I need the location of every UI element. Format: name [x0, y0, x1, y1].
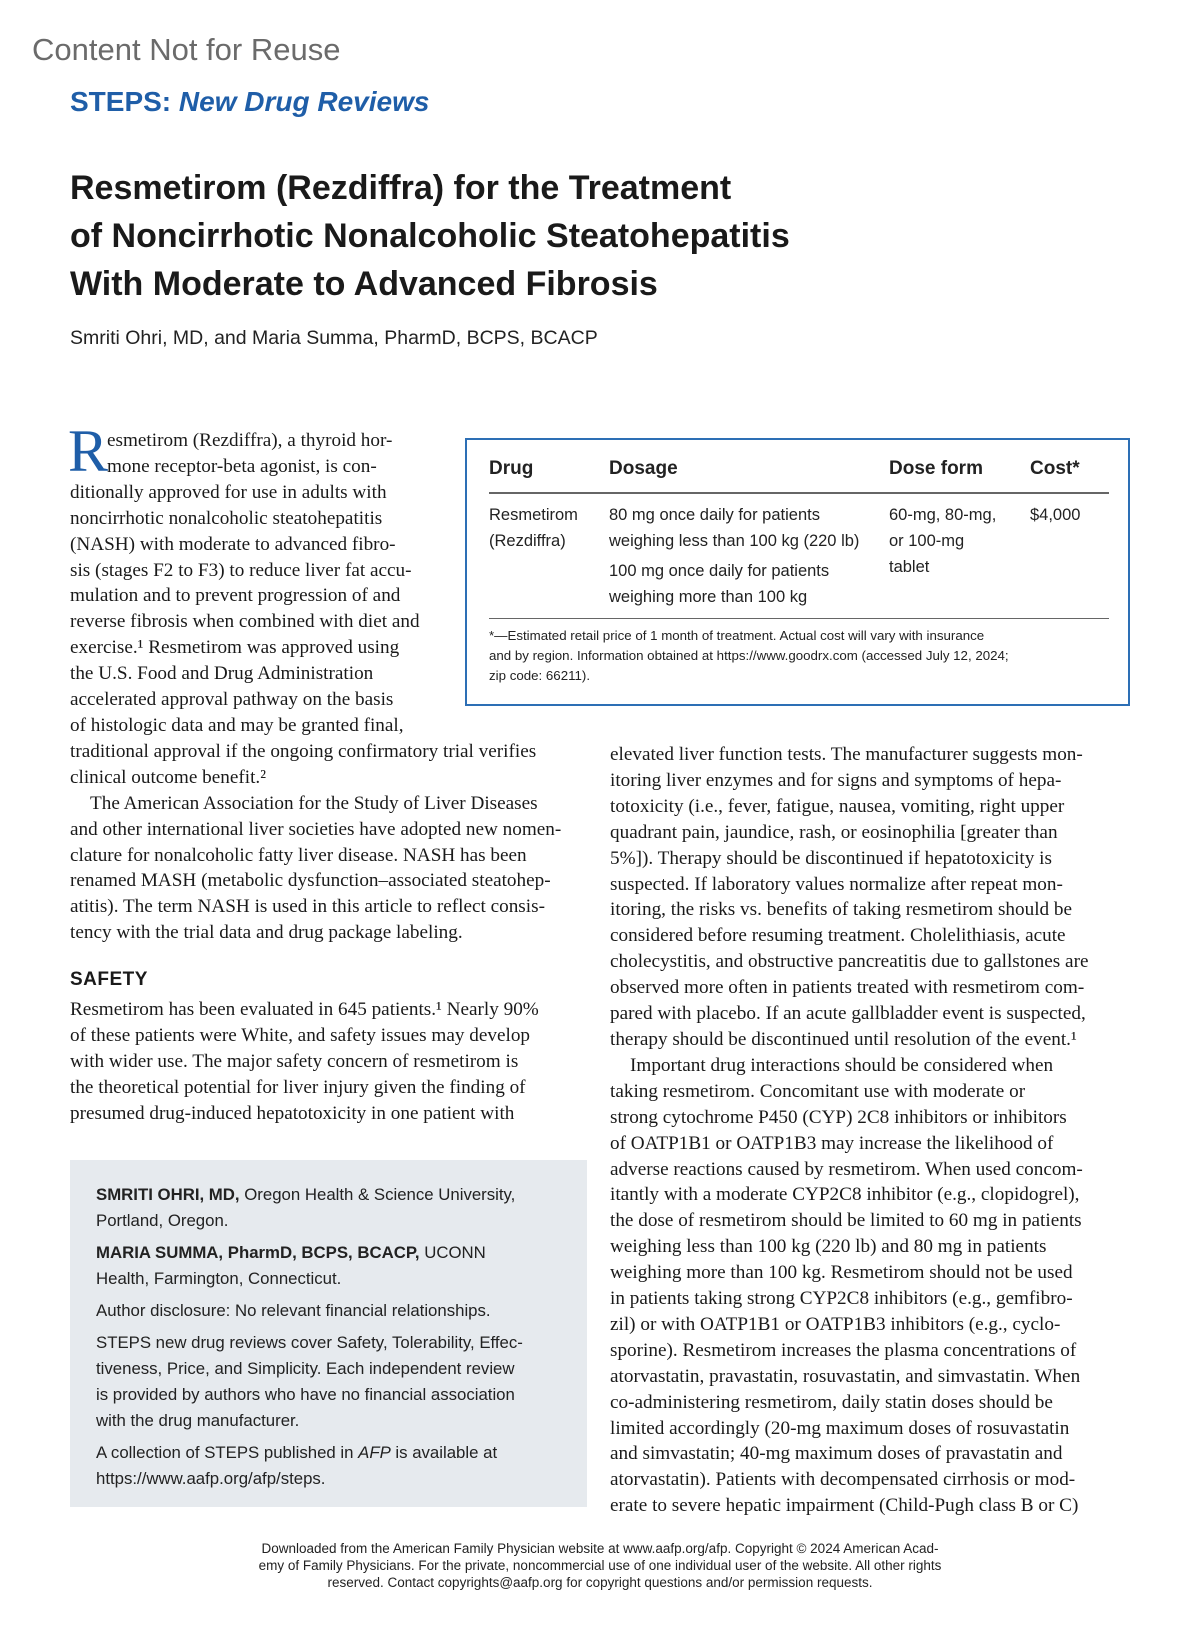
section-name: New Drug Reviews — [178, 86, 430, 117]
author-1-location: Portland, Oregon. — [96, 1211, 229, 1230]
text-line: presumed drug-induced hepatotoxicity in one patient with — [70, 1102, 515, 1124]
text-line: and other international liver societies have adopted new nomen- — [70, 818, 562, 840]
text-line: limited accordingly (20-mg maximum doses of rosuvastatin — [610, 1417, 1070, 1439]
text-line: The American Association for the Study of Liver Diseases — [90, 792, 538, 814]
footer-line: Downloaded from the American Family Physician website at www.aafp.org/afp. Copyright © 2024 American Acad- — [261, 1541, 939, 1556]
text-line: erate to severe hepatic impairment (Child-Pugh class B or C) — [610, 1495, 1079, 1517]
text-line: atitis). The term NASH is used in this article to reflect consis- — [70, 896, 545, 918]
steps-url-link[interactable]: https://www.aafp.org/afp/steps. — [96, 1469, 326, 1488]
text-line: considered before resuming treatment. Cholelithiasis, acute — [610, 925, 1066, 947]
text-line: clinical outcome benefit.² — [70, 766, 266, 788]
text-line: observed more often in patients treated with resmetirom com- — [610, 977, 1085, 999]
text-part: is available at — [390, 1443, 498, 1462]
text-line: in patients taking strong CYP2C8 inhibitors (e.g., gemfibro- — [610, 1288, 1073, 1310]
text-line: exercise.¹ Resmetirom was approved using — [70, 637, 400, 659]
table-footnote — [489, 626, 1114, 686]
text-line: cholecystitis, and obstructive pancreatitis due to gallstones are — [610, 951, 1089, 973]
title-line: Resmetirom (Rezdiffra) for the Treatment — [70, 169, 732, 207]
text-line: the dose of resmetirom should be limited to 60 mg in patients — [610, 1210, 1082, 1232]
text-line: zil) or with OATP1B1 or OATP1B3 inhibitors (e.g., cyclo- — [610, 1313, 1061, 1335]
text-line: tency with the trial data and drug package labeling. — [70, 922, 463, 944]
text-part: A collection of STEPS published in — [96, 1443, 359, 1462]
text-line: sporine). Resmetirom increases the plasma concentrations of — [610, 1339, 1077, 1361]
title-line: With Moderate to Advanced Fibrosis — [70, 265, 658, 303]
footnote-line: and by region. Information obtained at https://www.goodrx.com (accessed July 12, 2024; — [489, 648, 1009, 663]
text-line: STEPS new drug reviews cover Safety, Tolerability, Effec- — [96, 1333, 523, 1352]
text-line: suspected. If laboratory values normalize after repeat mon- — [610, 873, 1063, 895]
text-line: renamed MASH (metabolic dysfunction–associated steatohep- — [70, 870, 551, 892]
article-title — [70, 164, 970, 308]
text-line: (NASH) with moderate to advanced fibro- — [70, 533, 396, 555]
watermark-text: Content Not for Reuse — [32, 32, 341, 67]
text-line: co-administering resmetirom, daily statin doses should be — [610, 1391, 1053, 1413]
cell-line: or 100-mg — [889, 532, 965, 550]
text-line: with wider use. The major safety concern of resmetirom is — [70, 1050, 519, 1072]
text-line: weighing less than 100 kg (220 lb) and 80 mg in patients — [610, 1236, 1047, 1258]
text-line: the U.S. Food and Drug Administration — [70, 663, 374, 685]
text-line: tiveness, Price, and Simplicity. Each independent review — [96, 1359, 515, 1378]
safety-heading: SAFETY — [70, 969, 148, 990]
text-line: pared with placebo. If an acute gallbladder event is suspected, — [610, 1003, 1086, 1025]
safety-paragraph — [70, 997, 539, 1127]
cell-line: weighing less than 100 kg (220 lb) — [609, 532, 860, 550]
text-line: therapy should be discontinued until resolution of the event.¹ — [610, 1028, 1077, 1050]
text-line: itoring liver enzymes and for signs and symptoms of hepa- — [610, 769, 1062, 791]
author-2-affiliation: UCONN — [419, 1243, 486, 1262]
header-dose-form: Dose form — [889, 458, 983, 479]
text-line: clature for nonalcoholic fatty liver disease. NASH has been — [70, 844, 527, 866]
cell-line: 60-mg, 80-mg, — [889, 506, 997, 524]
text-line: strong cytochrome P450 (CYP) 2C8 inhibitors or inhibitors — [610, 1106, 1067, 1128]
text-line: noncirrhotic nonalcoholic steatohepatitis — [70, 507, 383, 529]
drug-summary-table — [465, 438, 1130, 706]
text-line: of histologic data and may be granted final, — [70, 714, 404, 736]
author-2-location: Health, Farmington, Connecticut. — [96, 1269, 342, 1288]
text-line: mulation and to prevent progression of and — [70, 585, 401, 607]
text-line: taking resmetirom. Concomitant use with moderate or — [610, 1080, 1026, 1102]
text-line: ditionally approved for use in adults with — [70, 481, 387, 503]
cell-dosage — [609, 502, 859, 610]
text-line: totoxicity (i.e., fever, fatigue, nausea, vomiting, right upper — [610, 795, 1065, 817]
cell-line: tablet — [889, 558, 930, 576]
author-1-affiliation: Oregon Health & Science University, — [239, 1185, 516, 1204]
text-line: atorvastatin, pravastatin, rosuvastatin, and simvastatin. When — [610, 1365, 1081, 1387]
footnote-rule — [489, 618, 1109, 619]
text-line: accelerated approval pathway on the basis — [70, 689, 394, 711]
footnote-line: zip code: 66211). — [489, 668, 591, 683]
cell-dose-form — [889, 502, 996, 580]
text-line: of these patients were White, and safety issues may develop — [70, 1024, 531, 1046]
text-line: quadrant pain, jaundice, rash, or eosinophilia [greater than — [610, 821, 1058, 843]
text-line: Resmetirom has been evaluated in 645 patients.¹ Nearly 90% — [70, 999, 539, 1020]
header-rule — [489, 492, 1109, 494]
text-line: reverse fibrosis when combined with diet and — [70, 611, 420, 633]
text-line: the theoretical potential for liver injury given the finding of — [70, 1076, 526, 1098]
copyright-footer — [150, 1540, 1050, 1591]
text-line: and simvastatin; 40-mg maximum doses of pravastatin and — [610, 1443, 1063, 1465]
text-line: of OATP1B1 or OATP1B3 may increase the likelihood of — [610, 1132, 1054, 1154]
title-line: of Noncirrhotic Nonalcoholic Steatohepatitis — [70, 217, 790, 255]
section-label — [70, 86, 429, 118]
section-prefix: STEPS: — [70, 86, 172, 117]
footer-line: reserved. Contact copyrights@aafp.org for copyright questions and/or permission requests. — [327, 1575, 873, 1590]
text-line: atorvastatin). Patients with decompensated cirrhosis or mod- — [610, 1469, 1076, 1491]
text-line: esmetirom (Rezdiffra), a thyroid hor- — [107, 430, 393, 451]
steps-description — [96, 1330, 523, 1434]
steps-collection-note — [96, 1440, 497, 1492]
cell-line: 100 mg once daily for patients — [609, 562, 830, 580]
footer-line: emy of Family Physicians. For the private, noncommercial use of one individual user of the website. All other rights — [258, 1558, 942, 1573]
cell-line: weighing more than 100 kg — [609, 588, 808, 606]
text-line: weighing more than 100 kg. Resmetirom should not be used — [610, 1262, 1073, 1284]
cell-line: Resmetirom — [489, 506, 578, 524]
text-line: sis (stages F2 to F3) to reduce liver fat accu- — [70, 559, 412, 581]
intro-paragraph — [70, 428, 561, 946]
text-line: elevated liver function tests. The manufacturer suggests mon- — [610, 744, 1083, 765]
right-column-text — [610, 742, 1088, 1519]
cell-line: 80 mg once daily for patients — [609, 506, 820, 524]
author-info-box — [70, 1160, 587, 1507]
header-drug: Drug — [489, 458, 534, 479]
text-line: itoring, the risks vs. benefits of taking resmetirom should be — [610, 899, 1073, 921]
disclosure-text: Author disclosure: No relevant financial relationships. — [96, 1301, 491, 1320]
text-line: adverse reactions caused by resmetirom. When used concom- — [610, 1158, 1083, 1180]
author-1-info — [96, 1182, 515, 1234]
author-1-name: SMRITI OHRI, MD, — [96, 1185, 240, 1204]
text-line: itantly with a moderate CYP2C8 inhibitor (e.g., clopidogrel), — [610, 1184, 1080, 1206]
text-line: 5%]). Therapy should be discontinued if hepatotoxicity is — [610, 847, 1052, 869]
cell-cost: $4,000 — [1030, 506, 1081, 524]
header-dosage: Dosage — [609, 458, 678, 479]
header-cost: Cost* — [1030, 458, 1080, 479]
drop-cap: R — [68, 418, 109, 484]
author-2-name: MARIA SUMMA, PharmD, BCPS, BCACP, — [96, 1243, 420, 1262]
text-line: is provided by authors who have no financial association — [96, 1385, 515, 1404]
cell-line: (Rezdiffra) — [489, 532, 566, 550]
footnote-line: *—Estimated retail price of 1 month of treatment. Actual cost will vary with insurance — [489, 628, 985, 643]
text-line: with the drug manufacturer. — [96, 1411, 300, 1430]
author-byline: Smriti Ohri, MD, and Maria Summa, PharmD, BCPS, BCACP — [70, 327, 598, 349]
text-line: traditional approval if the ongoing confirmatory trial verifies — [70, 740, 537, 762]
author-2-info — [96, 1240, 486, 1292]
text-line: mone receptor-beta agonist, is con- — [107, 455, 377, 477]
journal-abbrev: AFP — [358, 1443, 391, 1462]
text-line: Important drug interactions should be considered when — [630, 1054, 1054, 1076]
